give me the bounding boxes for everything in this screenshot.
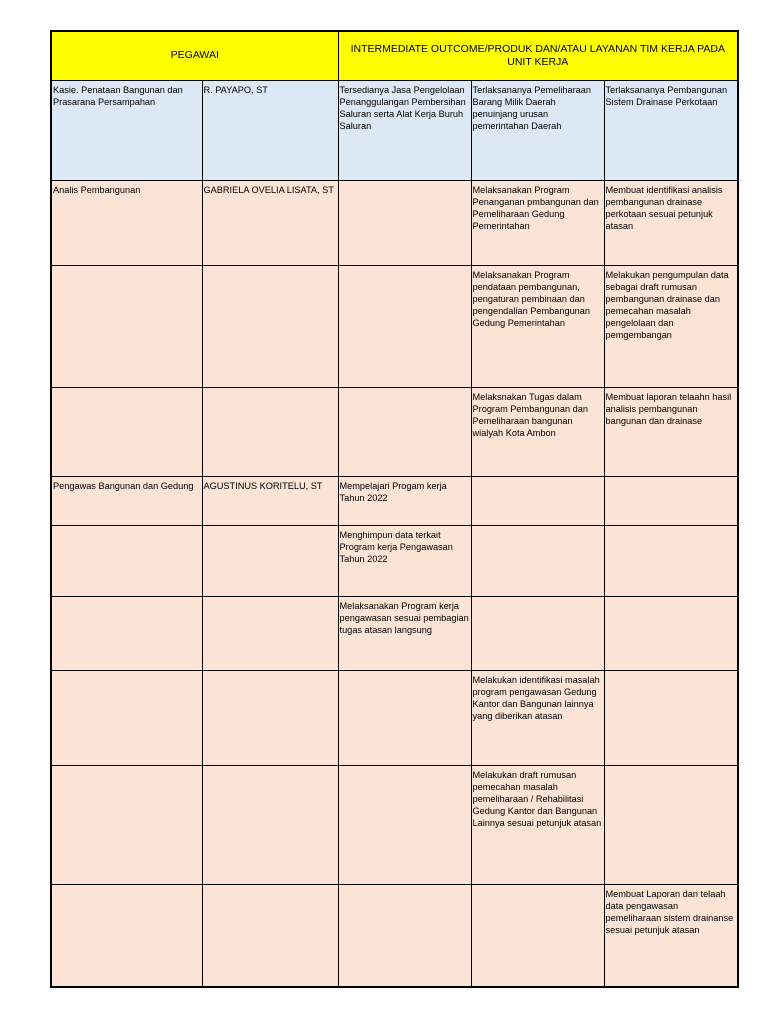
outcome-cell: Melakukan draft rumusan pemecahan masalah pemeliharaan / Rehabilitasi Gedung Kantor dan Bangunan Lainnya sesuai petunjuk atasan bbox=[471, 765, 604, 884]
outcome-cell bbox=[338, 387, 471, 476]
table-row bbox=[51, 596, 738, 670]
nama-pegawai-cell bbox=[202, 670, 338, 765]
table-row bbox=[51, 765, 738, 884]
outcome-cell: Melaksanakan Program Penanganan pmbangunan dan Pemeliharaan Gedung Pemerintahan bbox=[471, 180, 604, 265]
jabatan-cell bbox=[51, 387, 202, 476]
outcome-cell bbox=[604, 476, 738, 525]
nama-pegawai-cell bbox=[202, 387, 338, 476]
nama-pegawai-cell bbox=[202, 265, 338, 387]
nama-pegawai-cell bbox=[202, 884, 338, 987]
outcome-cell: Menghimpun data terkait Program kerja Pengawasan Tahun 2022 bbox=[338, 525, 471, 596]
jabatan-cell bbox=[51, 670, 202, 765]
table-row bbox=[51, 884, 738, 987]
outcome-cell: Terlaksananya Pembangunan Sistem Drainase Perkotaan bbox=[604, 80, 738, 180]
outcome-cell bbox=[604, 596, 738, 670]
work-plan-table bbox=[50, 30, 739, 988]
outcome-cell: Melaksanakan Program kerja pengawasan sesuai pembagian tugas atasan langsung bbox=[338, 596, 471, 670]
header-intermediate-outcome: INTERMEDIATE OUTCOME/PRODUK DAN/ATAU LAYANAN TIM KERJA PADA UNIT KERJA bbox=[338, 31, 738, 80]
table-row bbox=[51, 476, 738, 525]
jabatan-cell bbox=[51, 884, 202, 987]
outcome-cell bbox=[338, 765, 471, 884]
table-row bbox=[51, 180, 738, 265]
outcome-cell bbox=[338, 884, 471, 987]
table-row bbox=[51, 265, 738, 387]
outcome-cell bbox=[604, 525, 738, 596]
outcome-cell: Melaksnakan Tugas dalam Program Pembangunan dan Pemeliharaan bangunan wialyah Kota Ambon bbox=[471, 387, 604, 476]
outcome-cell bbox=[604, 670, 738, 765]
jabatan-cell: Pengawas Bangunan dan Gedung bbox=[51, 476, 202, 525]
nama-pegawai-cell: R. PAYAPO, ST bbox=[202, 80, 338, 180]
header-pegawai: PEGAWAI bbox=[51, 31, 338, 80]
nama-pegawai-cell: GABRIELA OVELIA LISATA, ST bbox=[202, 180, 338, 265]
outcome-cell: Melakukan pengumpulan data sebagai draft rumusan pembangunan drainase dan pemecahan masalah pengelolaan dan pemgembangan bbox=[604, 265, 738, 387]
outcome-cell: Melaksanakan Program pendataan pembangunan, pengaturan pembinaan dan pengendalian Pembangunan Gedung Pemerintahan bbox=[471, 265, 604, 387]
nama-pegawai-cell bbox=[202, 596, 338, 670]
table-row bbox=[51, 670, 738, 765]
outcome-cell bbox=[338, 670, 471, 765]
jabatan-cell bbox=[51, 525, 202, 596]
outcome-cell: Mempelajari Progam kerja Tahun 2022 bbox=[338, 476, 471, 525]
nama-pegawai-cell: AGUSTINUS KORITELU, ST bbox=[202, 476, 338, 525]
outcome-cell bbox=[471, 884, 604, 987]
outcome-cell bbox=[338, 180, 471, 265]
outcome-cell bbox=[471, 596, 604, 670]
outcome-cell bbox=[471, 476, 604, 525]
table-row bbox=[51, 387, 738, 476]
outcome-cell: Membuat laporan telaahn hasil analisis pembangunan bangunan dan drainase bbox=[604, 387, 738, 476]
nama-pegawai-cell bbox=[202, 525, 338, 596]
table-row bbox=[51, 80, 738, 180]
outcome-cell bbox=[338, 265, 471, 387]
jabatan-cell bbox=[51, 265, 202, 387]
jabatan-cell bbox=[51, 596, 202, 670]
jabatan-cell: Analis Pembangunan bbox=[51, 180, 202, 265]
jabatan-cell: Kasie. Penataan Bangunan dan Prasarana Persampahan bbox=[51, 80, 202, 180]
outcome-cell: Membuat Laporan dan telaah data pengawasan pemeliharaan sistem drainanse sesuai petunjuk atasan bbox=[604, 884, 738, 987]
outcome-cell: Tersedianya Jasa Pengelolaan Penanggulangan Pembersihan Saluran serta Alat Kerja Buruh Saluran bbox=[338, 80, 471, 180]
jabatan-cell bbox=[51, 765, 202, 884]
outcome-cell bbox=[604, 765, 738, 884]
nama-pegawai-cell bbox=[202, 765, 338, 884]
outcome-cell: Melakukan identifikasi masalah program pengawasan Gedung Kantor dan Bangunan lainnya yang diberikan atasan bbox=[471, 670, 604, 765]
outcome-cell: Membuat identifikasi analisis pembangunan drainase perkotaan sesuai petunjuk atasan bbox=[604, 180, 738, 265]
table-row bbox=[51, 525, 738, 596]
outcome-cell bbox=[471, 525, 604, 596]
table-header-row bbox=[51, 31, 738, 80]
outcome-cell: Terlaksananya Pemeliharaan Barang Milik Daerah penuinjang urusan pemerintahan Daerah bbox=[471, 80, 604, 180]
